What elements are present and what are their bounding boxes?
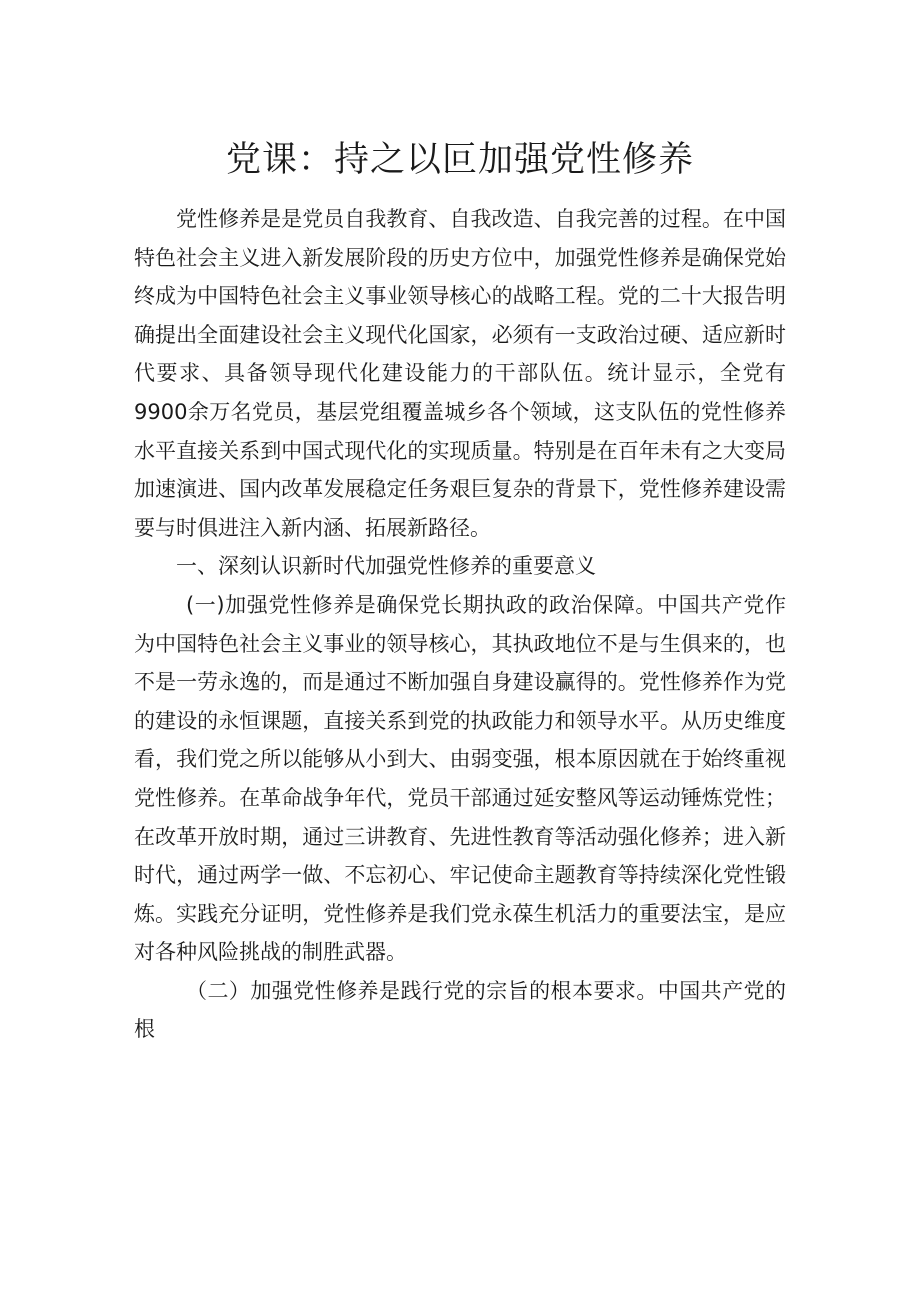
intro-paragraph: 党性修养是是党员自我教育、自我改造、自我完善的过程。在中国特色社会主义进入新发展阶段的历史方位中，加强党性修养是确保党始终成为中国特色社会主义事业领导核心的战略工程。党的二十大报告明确提出全面建设社会主义现代化国家，必须有一支政治过硬、适应新时代要求、具备领导现代化建设能力的干部队伍。统计显示，全党有9900余万名党员，基层党组覆盖城乡各个领域，这支队伍的党性修养水平直接关系到中国式现代化的实现质量。特别是在百年未有之大变局加速演进、国内改革发展稳定任务艰巨复杂的背景下，党性修养建设需要与时俱进注入新内涵、拓展新路径。 bbox=[134, 207, 786, 540]
page-title: 党课：持之以叵加强党性修养 bbox=[225, 140, 694, 180]
subsection-paragraph-1: (一)加强党性修养是确保党长期执政的政治保障。中国共产党作为中国特色社会主义事业的领导核心，其执政地位不是与生俱来的，也不是一劳永逸的，而是通过不断加强自身建设赢得的。党性修养作为党的建设的永恒课题，直接关系到党的执政能力和领导水平。从历史维度看，我们党之所以能够从小到大、由弱变强，根本原因就在于始终重视党性修养。在革命战争年代，党员干部通过延安整风等运动锤炼党性；在改革开放时期，通过三讲教育、先进性教育等活动强化修养；进入新时代，通过两学一做、不忘初心、牢记使命主题教育等持续深化党性锻炼。实践充分证明，党性修养是我们党永葆生机活力的重要法宝，是应对各种风险挑战的制胜武器。 bbox=[134, 592, 786, 965]
document-body bbox=[134, 200, 786, 1049]
section-heading: 一、深刻认识新时代加强党性修养的重要意义 bbox=[176, 554, 596, 579]
subsection-paragraph-2: （二）加强党性修养是践行党的宗旨的根本要求。中国共产党的根 bbox=[134, 978, 786, 1042]
